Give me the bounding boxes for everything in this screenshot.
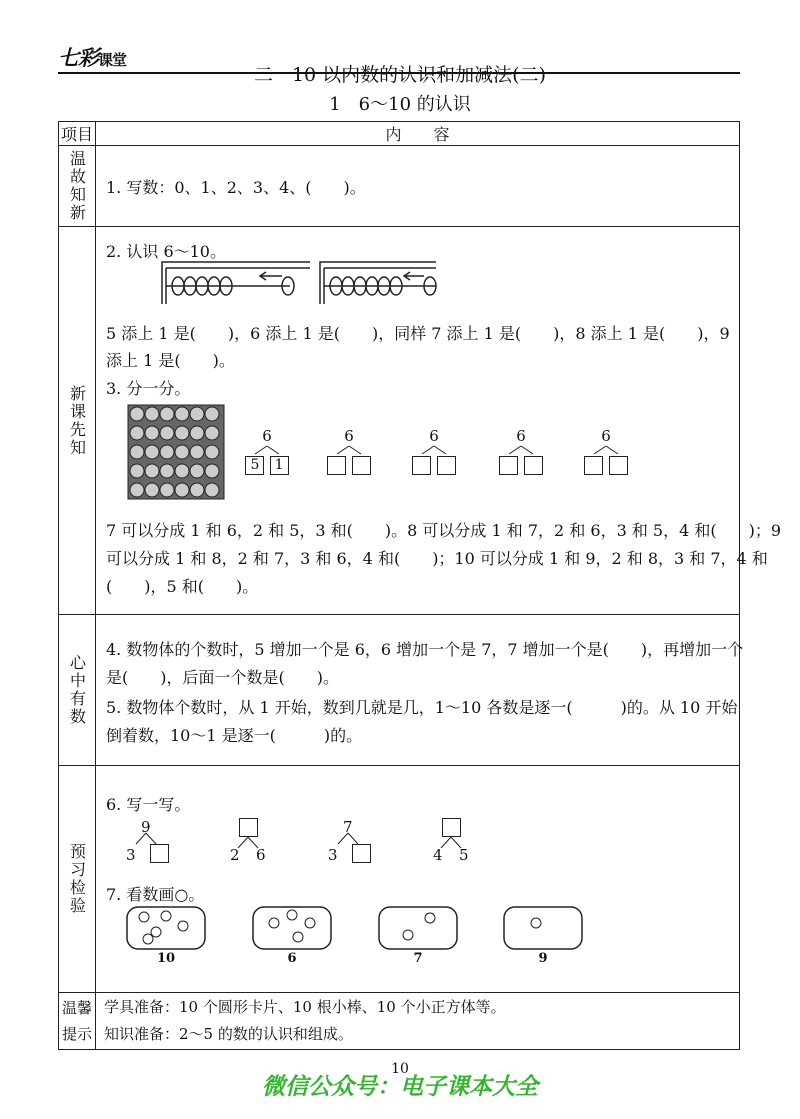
section-new: [96, 227, 782, 615]
section-label-review: 温故知新: [59, 146, 96, 227]
split-box-left: 5: [245, 456, 264, 475]
abacus-2: [320, 262, 436, 304]
section-label-new: 新课先知: [59, 227, 96, 615]
section-mind: [96, 615, 744, 766]
draw-box-2: 6: [252, 906, 332, 966]
section-review: [96, 146, 740, 227]
question-2-line-1: 5 添上 1 是( )，6 添上 1 是( )，同样 7 添上 1 是( )，8 添上 1 是( )，9: [106, 324, 730, 343]
question-1: 1. 写数：0、1、2、3、4、( )。: [106, 178, 366, 197]
dot-grid-figure: [127, 404, 227, 502]
answer-box[interactable]: [499, 456, 518, 475]
split-tree-1: 6 5 1: [242, 427, 292, 475]
split-tree-4: 6: [496, 427, 546, 475]
split-tree-3: 6: [409, 427, 459, 475]
split-tree-2: 6: [324, 427, 374, 475]
section-preview: [96, 766, 740, 993]
write-tree-1: 9 3: [124, 818, 176, 868]
answer-box[interactable]: [437, 456, 456, 475]
answer-box[interactable]: [412, 456, 431, 475]
answer-box[interactable]: [524, 456, 543, 475]
answer-box[interactable]: [150, 844, 169, 863]
header-content: 内 容: [96, 122, 740, 146]
worksheet-table: [58, 121, 782, 1050]
section-label-mind: 心中有数: [59, 615, 96, 766]
header-item: 项目: [59, 122, 96, 146]
write-tree-4: 4 5: [429, 818, 481, 868]
page-number: 10: [391, 1061, 409, 1077]
split-box-right: 1: [270, 456, 289, 475]
draw-box-1: 10: [126, 906, 206, 966]
write-tree-3: 7 3: [326, 818, 378, 868]
section-label-preview: 预习检验: [59, 766, 96, 993]
chapter-title: 二 10 以内数的认识和加减法(二): [253, 64, 547, 86]
question-5-line-2: 倒着数，10～1 是逐一( )的。: [106, 726, 363, 745]
question-3-line-2: 可以分成 1 和 8，2 和 7，3 和 6，4 和( )；10 可以分成 1 和 9，2 和 8，3 和 7，4 和: [106, 549, 768, 568]
answer-box[interactable]: [352, 456, 371, 475]
tips-line-1: 学具准备：10 个圆形卡片、10 根小棒、10 个小正方体等。: [104, 998, 506, 1016]
draw-box-4: 9: [503, 906, 583, 966]
lesson-title: 1 6～10 的认识: [329, 94, 471, 115]
split-tree-5: 6: [581, 427, 631, 475]
question-3-title: 3. 分一分。: [106, 379, 191, 398]
question-7-title: 7. 看数画○。: [106, 885, 205, 904]
question-2-title: 2. 认识 6～10。: [106, 242, 226, 261]
answer-box[interactable]: [327, 456, 346, 475]
question-4-line-2: 是( )，后面一个数是( )。: [106, 668, 339, 687]
write-tree-2: 2 6: [226, 818, 278, 868]
watermark-text: 微信公众号：电子课本大全: [262, 1074, 538, 1100]
question-2-line-2: 添上 1 是( )。: [106, 351, 235, 370]
abacus-figures: [160, 260, 460, 312]
tips-line-2: 知识准备：2～5 的数的认识和组成。: [104, 1025, 353, 1043]
question-5-line-1: 5. 数物体个数时，从 1 开始，数到几就是几，1～10 各数是逐一( )的。从 10 开始: [106, 698, 738, 717]
question-6-title: 6. 写一写。: [106, 795, 191, 814]
question-3-line-1: 7 可以分成 1 和 6，2 和 5，3 和( )。8 可以分成 1 和 7，2 和 6，3 和 5，4 和( )；9: [106, 521, 782, 540]
draw-box-3: 7: [378, 906, 458, 966]
answer-box[interactable]: [609, 456, 628, 475]
answer-box[interactable]: [352, 844, 371, 863]
section-tips: [96, 993, 740, 1050]
abacus-1: [162, 262, 310, 304]
answer-box[interactable]: [442, 818, 461, 837]
section-label-tips: 温馨 提示: [59, 993, 96, 1050]
question-4-line-1: 4. 数物体的个数时，5 增加一个是 6，6 增加一个是 7，7 增加一个是( )，再增加一个: [106, 640, 744, 659]
question-3-line-3: ( )，5 和( )。: [106, 577, 259, 596]
logo: 七彩课堂: [58, 46, 127, 70]
answer-box[interactable]: [239, 818, 258, 837]
answer-box[interactable]: [584, 456, 603, 475]
